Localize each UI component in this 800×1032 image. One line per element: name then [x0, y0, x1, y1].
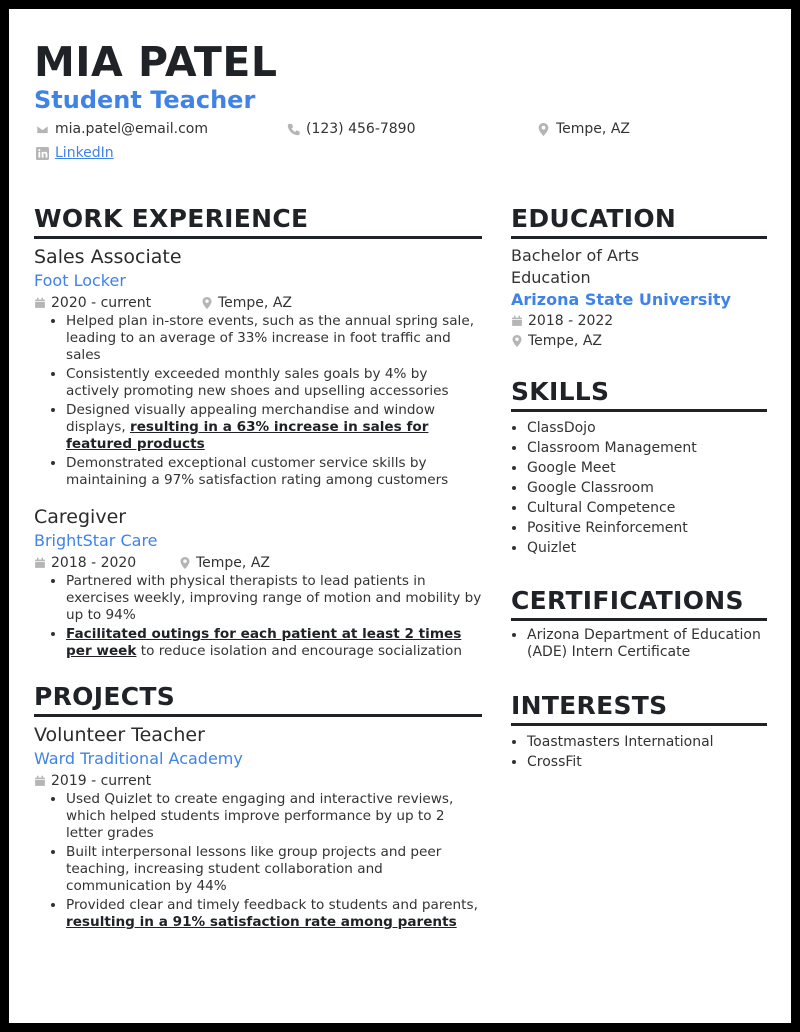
bullet-item: • Helped plan in-store events, such as the annual spring sale, leading to an average of 33% increase in foot traffic and sales: [66, 313, 482, 364]
bullet-item: [66, 626, 482, 660]
skill-item: • Google Meet: [527, 458, 767, 478]
candidate-name: MIA PATEL: [34, 38, 278, 86]
certification-item: • Arizona Department of Education (ADE) Intern Certificate: [527, 627, 767, 661]
project-bullets: [34, 791, 482, 931]
bullet-text: Provided clear and timely feedback to students and parents,: [66, 897, 478, 913]
work-experience-heading: WORK EXPERIENCE: [34, 204, 482, 239]
skill-item: • Quizlet: [527, 538, 767, 558]
bullet-text: to reduce isolation and encourage socialization: [136, 643, 462, 659]
bullet-highlight: resulting in a 91% satisfaction rate among parents: [66, 914, 457, 930]
job-company: Foot Locker: [34, 271, 126, 290]
linkedin-link[interactable]: LinkedIn: [55, 145, 114, 161]
interest-item: • Toastmasters International: [527, 732, 767, 752]
bullet-item: • Used Quizlet to create engaging and interactive reviews, which helped students improve performance by up to 2 letter grades: [66, 791, 482, 842]
skill-item: • ClassDojo: [527, 418, 767, 438]
skills-list: [511, 418, 767, 558]
school-name: Arizona State University: [511, 290, 731, 309]
skill-item: • Positive Reinforcement: [527, 518, 767, 538]
envelope-icon: [36, 123, 49, 136]
job-dates-text: 2020 - current: [51, 295, 152, 311]
job-dates: [34, 553, 179, 573]
skill-item: • Cultural Competence: [527, 498, 767, 518]
project-dates: [34, 771, 151, 791]
calendar-icon: [511, 315, 523, 327]
calendar-icon: [34, 297, 46, 309]
contact-info: [34, 121, 774, 171]
skills-heading: SKILLS: [511, 377, 767, 412]
education-location: [511, 331, 767, 351]
interests-heading: INTERESTS: [511, 691, 767, 726]
job-dates: [34, 293, 201, 313]
resume-header: [34, 39, 774, 171]
bullet-highlight: Facilitated outings for each patient at least 2 times per week: [66, 626, 462, 659]
interests-list: [511, 732, 767, 772]
job-dates-text: 2018 - 2020: [51, 555, 137, 571]
project-entry: [34, 723, 482, 931]
email-text: mia.patel@email.com: [55, 121, 208, 137]
job-meta: [34, 553, 482, 573]
bullet-item: • Partnered with physical therapists to lead patients in exercises weekly, improving range of motion and mobility by up to 94%: [66, 573, 482, 624]
location-pin-icon: [511, 335, 523, 347]
location-text: Tempe, AZ: [556, 121, 630, 137]
left-column: [34, 204, 482, 947]
contact-email: [36, 121, 208, 137]
edu-location: [511, 331, 602, 351]
bullet-item: [66, 897, 482, 931]
bullet-item: • Demonstrated exceptional customer service skills by maintaining a 97% satisfaction rating among customers: [66, 455, 482, 489]
interest-item: • CrossFit: [527, 752, 767, 772]
job-bullets: [34, 313, 482, 489]
contact-location: [537, 121, 630, 137]
edu-dates-text: 2018 - 2022: [528, 313, 614, 329]
job-entry: [34, 505, 482, 660]
bullet-text: Designed visually appealing merchandise and window displays,: [66, 402, 435, 435]
calendar-icon: [34, 775, 46, 787]
project-role: Volunteer Teacher: [34, 724, 205, 746]
contact-phone: [287, 121, 416, 137]
right-column: [511, 204, 767, 772]
job-location-text: Tempe, AZ: [218, 295, 292, 311]
project-organization: Ward Traditional Academy: [34, 749, 243, 768]
calendar-icon: [34, 557, 46, 569]
education-heading: EDUCATION: [511, 204, 767, 239]
skill-item: • Classroom Management: [527, 438, 767, 458]
job-company: BrightStar Care: [34, 531, 158, 550]
skill-item: • Google Classroom: [527, 478, 767, 498]
projects-heading: PROJECTS: [34, 682, 482, 717]
bullet-item: • Built interpersonal lessons like group projects and peer teaching, increasing student collaboration and communication by 44%: [66, 844, 482, 895]
job-location-text: Tempe, AZ: [196, 555, 270, 571]
bullet-item: [66, 402, 482, 453]
location-pin-icon: [537, 123, 550, 136]
project-dates-text: 2019 - current: [51, 773, 152, 789]
degree-line-2: Education: [511, 268, 591, 287]
bullet-highlight: resulting in a 63% increase in sales for featured products: [66, 419, 429, 452]
job-location: [201, 293, 292, 313]
edu-dates: [511, 311, 613, 331]
linkedin-icon: [36, 147, 49, 160]
candidate-title: Student Teacher: [34, 86, 256, 114]
certifications-heading: CERTIFICATIONS: [511, 586, 767, 621]
job-role: Sales Associate: [34, 246, 182, 268]
edu-location-text: Tempe, AZ: [528, 333, 602, 349]
location-pin-icon: [179, 557, 191, 569]
education-dates: [511, 311, 767, 331]
job-entry: [34, 245, 482, 489]
job-meta: [34, 293, 482, 313]
bullet-item: • Consistently exceeded monthly sales goals by 4% by actively promoting new shoes and upselling accessories: [66, 366, 482, 400]
certifications-list: [511, 627, 767, 661]
degree-line-1: Bachelor of Arts: [511, 246, 640, 265]
job-role: Caregiver: [34, 506, 127, 528]
project-meta: [34, 771, 482, 791]
phone-text: (123) 456-7890: [306, 121, 416, 137]
location-pin-icon: [201, 297, 213, 309]
job-bullets: [34, 573, 482, 660]
contact-linkedin: [36, 145, 114, 161]
phone-icon: [287, 123, 300, 136]
job-location: [179, 553, 270, 573]
